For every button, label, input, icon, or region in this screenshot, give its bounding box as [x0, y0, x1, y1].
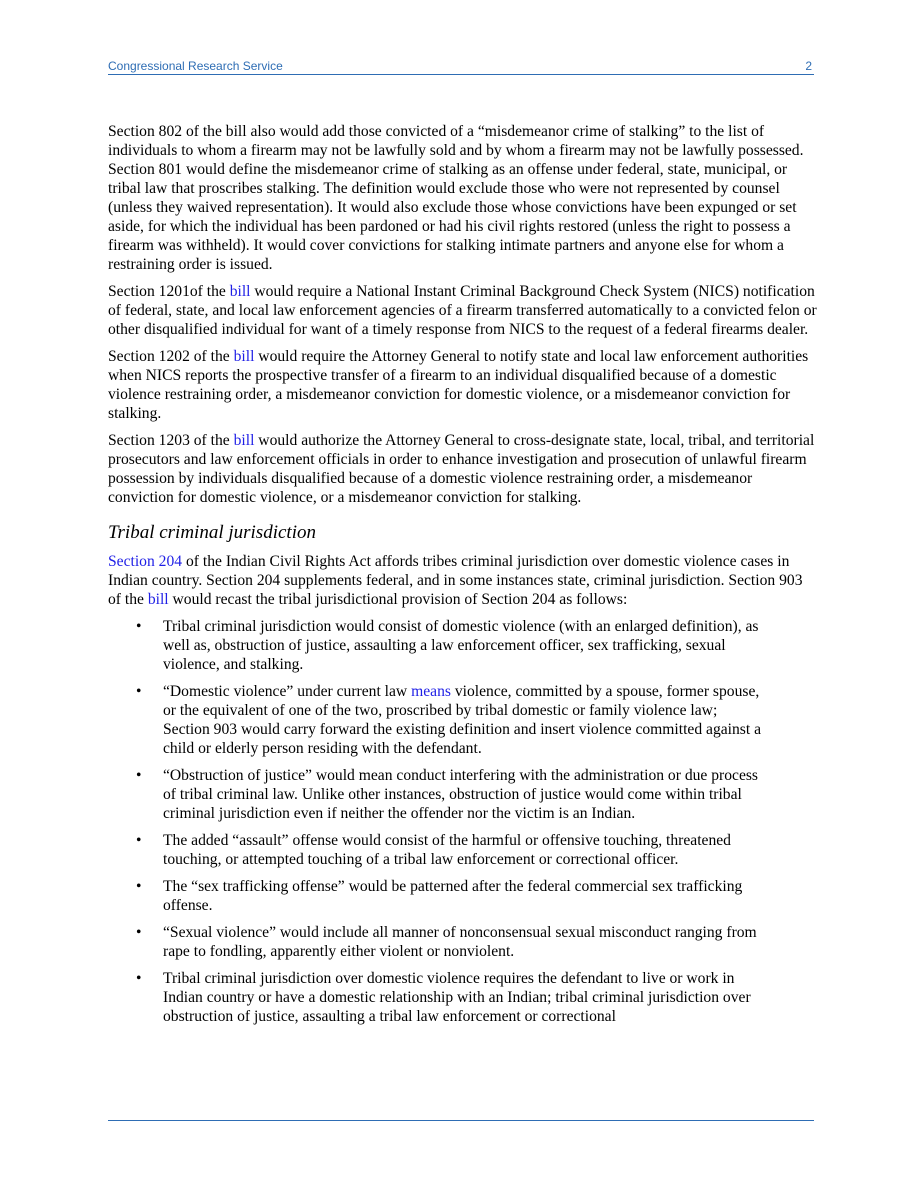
- bullet-icon: •: [136, 683, 142, 700]
- paragraph-text: Section 1203 of the: [108, 432, 234, 449]
- paragraph-text: would require the Attorney General to notify state and local law enforcement authorities when NICS reports the prospective transfer of a firearm to an individual disqualified because of a domestic violence restraining order, a misdemeanor conviction for domestic violence, or a misdemeanor conviction for stalking.: [108, 348, 809, 422]
- list-item: [108, 877, 763, 915]
- paragraph-section-1201: [108, 282, 818, 339]
- means-link[interactable]: means: [411, 683, 451, 700]
- paragraph-text: would require a National Instant Criminal Background Check System (NICS) notification of federal, state, and local law enforcement agencies of a firearm transferred automatically to a convicted felon or other disqualified individual for want of a timely response from NICS to the request of a federal firearms dealer.: [108, 283, 817, 338]
- bullet-icon: •: [136, 970, 142, 987]
- bill-link[interactable]: bill: [233, 348, 255, 365]
- paragraph-text: Section 1202 of the: [108, 348, 234, 365]
- list-item: [108, 831, 763, 869]
- list-item: [108, 617, 763, 674]
- paragraph-text: of the Indian Civil Rights Act affords tribes criminal jurisdiction over domestic violence cases in Indian country. Section 204 supplements federal, and in some instances state, criminal jurisdiction. Section 903 of the: [108, 553, 803, 608]
- paragraph-text: Section 1201of the: [108, 283, 230, 300]
- header-org-name: Congressional Research Service: [108, 59, 283, 73]
- paragraph-section-1202: [108, 347, 818, 423]
- list-item-text: violence, committed by a spouse, former spouse, or the equivalent of one of the two, proscribed by tribal domestic or family violence law; Section 903 would carry forward the existing definition and insert violence committed against a child or elderly person residing with the defendant.: [163, 683, 762, 757]
- list-item-text: “Sexual violence” would include all manner of nonconsensual sexual misconduct ranging from rape to fondling, apparently either violent or nonviolent.: [163, 924, 757, 960]
- list-item-text: The added “assault” offense would consist of the harmful or offensive touching, threatened touching, or attempted touching of a tribal law enforcement or correctional officer.: [163, 832, 731, 868]
- bullet-icon: •: [136, 924, 142, 941]
- list-item-text: Tribal criminal jurisdiction over domestic violence requires the defendant to live or work in Indian country or have a domestic relationship with an Indian; tribal criminal jurisdiction over obstruction of justice, assaulting a tribal law enforcement or correctional: [163, 970, 751, 1025]
- paragraph-section-1203: [108, 431, 818, 507]
- paragraph-section-802: Section 802 of the bill also would add those convicted of a “misdemeanor crime of stalking” to the list of individuals to whom a firearm may not be lawfully sold and by whom a firearm may not be lawfully possessed. Section 801 would define the misdemeanor crime of stalking as an offense under federal, state, municipal, or tribal law that proscribes stalking. The definition would exclude those who were not represented by counsel (unless they waived representation). It would also exclude those whose convictions have been expunged or set aside, for which the individual has been pardoned or had his civil rights restored (unless the right to possess a firearm was withheld). It would cover convictions for stalking intimate partners and anyone else for whom a restraining order is issued.: [108, 123, 804, 273]
- bullet-icon: •: [136, 878, 142, 895]
- list-item: [108, 969, 763, 1026]
- bullet-list: [108, 617, 818, 1026]
- page-number: 2: [805, 59, 812, 73]
- list-item: [108, 766, 763, 823]
- section-204-link[interactable]: Section 204: [108, 553, 183, 570]
- bullet-icon: •: [136, 618, 142, 635]
- footer-divider: [108, 1120, 814, 1121]
- list-item-text: “Obstruction of justice” would mean conduct interfering with the administration or due process of tribal criminal law. Unlike other instances, obstruction of justice would come within tribal criminal jurisdiction even if neither the offender nor the victim is an Indian.: [163, 767, 758, 822]
- list-item: [108, 682, 763, 758]
- running-header: [108, 58, 814, 75]
- list-item-text: The “sex trafficking offense” would be patterned after the federal commercial sex trafficking offense.: [163, 878, 743, 914]
- section-heading: Tribal criminal jurisdiction: [108, 522, 316, 543]
- list-item-text: “Domestic violence” under current law: [163, 683, 412, 700]
- document-body: [108, 122, 818, 1034]
- bullet-icon: •: [136, 832, 142, 849]
- list-item-text: Tribal criminal jurisdiction would consist of domestic violence (with an enlarged definition), as well as, obstruction of justice, assaulting a law enforcement officer, sex trafficking, sexual violence, and stalking.: [163, 618, 759, 673]
- paragraph-text: would recast the tribal jurisdictional provision of Section 204 as follows:: [168, 591, 628, 608]
- bill-link[interactable]: bill: [147, 591, 169, 608]
- bullet-icon: •: [136, 767, 142, 784]
- paragraph-tribal-intro: [108, 552, 818, 609]
- list-item: [108, 923, 763, 961]
- bill-link[interactable]: bill: [229, 283, 251, 300]
- paragraph-text: would authorize the Attorney General to cross-designate state, local, tribal, and territorial prosecutors and law enforcement officials in order to enhance investigation and prosecution of unlawful firearm possession by individuals disqualified because of a domestic violence restraining order, a misdemeanor conviction for domestic violence, or a misdemeanor conviction for stalking.: [108, 432, 815, 506]
- bill-link[interactable]: bill: [233, 432, 255, 449]
